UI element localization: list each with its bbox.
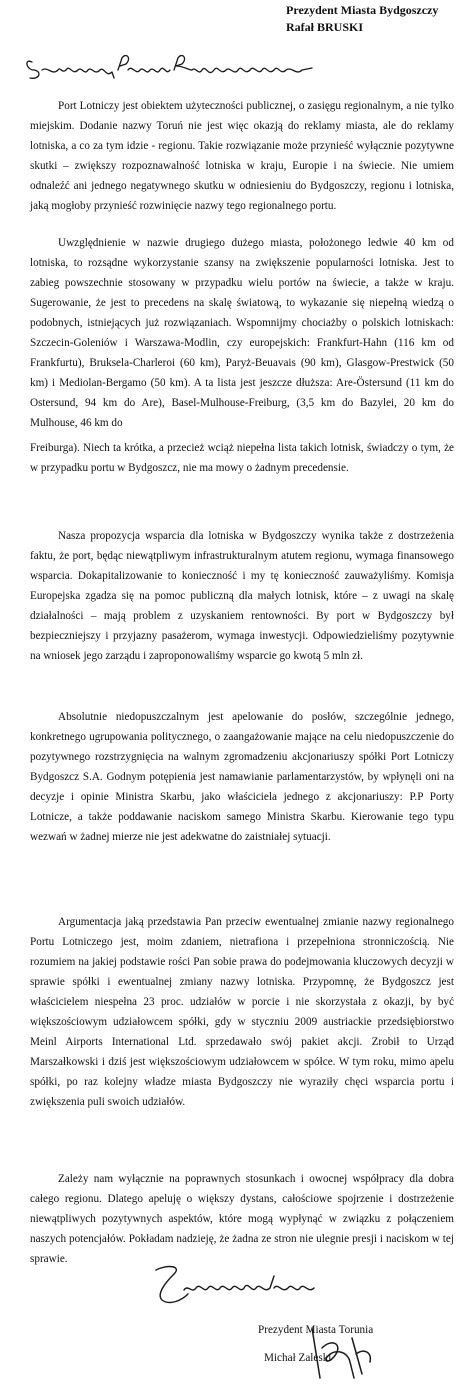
paragraph-2: Uwzględnienie w nazwie drugiego dużego miasta, położonego ledwie 40 km od lotniska, to rozsądne wykorzystanie szansy na zwiększenie popularności lotniska. Jest to zabieg powszechnie stosowany w przypadku wielu portów na świecie, a także w kraju. Sugerowanie, że jest to precedens na skalę światową, to wykazanie się niepełną wiedzą o podobnych, istniejących już rozwiązaniach. Wspomnijmy chociażby o polskich lotniskach: Szczecin-Goleniów i Warszawa-Modlin, czy europejskich: Frankfurt-Hahn (116 km od Frankfurtu), Bruksela-Charleroi (60 km), Paryż-Beuavais (90 km), Glasgow-Prestwick (50 km) i Mediolan-Bergamo (50 km). A ta lista jest jeszcze dłuższa: Are-Östersund (11 km do Ostersund, 94 km do Are), Basel-Mulhouse-Freiburg, (3,5 km do Bazylei, 20 km do Mulhouse, 46 km do [30, 237, 454, 429]
addressee-name: Rafał BRUSKI [286, 20, 364, 34]
paragraph-3: Nasza propozycja wsparcia dla lotniska w Bydgoszczy wynika także z dostrzeżenia faktu, że port, będąc niewątpliwym infrastrukturalnym atutem regionu, wymaga finansowego wsparcia. Dokapitalizowanie to konieczność i my tę konieczność zauważyliśmy. Komisja Europejska zgadza się na pomoc publiczną dla małych lotnisk, które – z uwagi na skalę działalności – mają problem z uzyskaniem rentowności. By port w Bydgoszczy był bezpieczniejszy i przyjazny pasażerom, wymaga inwestycji. Odpowiedzieliśmy pozytywnie na wniosek jego zarządu i zaproponowaliśmy wsparcie go kwotą 5 mln zł. [30, 530, 454, 662]
paragraph-4: Absolutnie niedopuszczalnym jest apelowanie do posłów, szczególnie jednego, konkretnego ugrupowania politycznego, o zaangażowanie mające na celu niedopuszczenie do pozytywnego rozstrzygnięcia na walnym zgromadzeniu akcjonariuszy spółki Port Lotniczy Bydgoszcz S.A. Godnym potępienia jest namawianie parlamentarzystów, by wpłynęli oni na decyzje i opinie Ministra Skarbu, jako właściciela jednego z akcjonariuszy: P.P Porty Lotnicze, a także poddawanie naciskom samego Ministra Skarbu. Kierowanie tego typu wezwań w żadnej mierze nie jest adekwatne do zaistniałej sytuacji. [30, 711, 454, 843]
handwritten-salutation [22, 48, 322, 92]
addressee-block [286, 2, 470, 36]
signer-name: Michał Zaleski [264, 1352, 332, 1364]
paragraph-5: Argumentacja jaką przedstawia Pan przeciw ewentualnej zmianie nazwy regionalnego Portu Lotniczego jest, moim zdaniem, nietrafiona i przepełniona stronniczością. Nie rozumiem na jakiej podstawie rości Pan sobie prawa do podejmowania kluczowych decyzji w sprawie spółki i ewentualnej zmiany nazwy lotniska. Przypomnę, że Bydgoszcz jest właścicielem niespełna 23 proc. udziałów w porcie i nie skorzystała z okazji, by być większościowym udziałowcem spółki, gdy w styczniu 2009 austriackie przedsiębiorstwo Meinl Airports International Ltd. sprzedawało swój pakiet akcji. Zrobił to Urząd Marszałkowski i dziś jest większościowym udziałowcem w spółce. W tym roku, mimo apelu spółki, po raz kolejny władze miasta Bydgoszczy nie wyraziły chęci wsparcia portu i zwiększenia puli swoich udziałów. [30, 916, 454, 1108]
paragraph-1: Port Lotniczy jest obiektem użyteczności publicznej, o zasięgu regionalnym, a nie tylko miejskim. Dodanie nazwy Toruń nie jest więc okazją do reklamy miasta, ale do reklamy lotniska, a co za tym idzie - regionu. Takie rozwiązanie może przynieść wyłącznie pozytywne skutki – zwiększy rozpoznawalność lotniska w kraju, Europie i na świecie. Nie umiem odnaleźć ani jednego negatywnego skutku w odniesieniu do Bydgoszczy, regionu i lotniska, jaką mogłoby przynieść rozwinięcie nazwy tego regionalnego portu. [30, 100, 454, 212]
signer-block [258, 1322, 468, 1366]
salutation-handwriting [22, 48, 322, 92]
handwritten-closing [148, 1260, 328, 1320]
closing-handwriting [148, 1260, 328, 1320]
paragraph-2-continued: Freiburga). Niech ta krótka, a przecież wciąż niepełna lista takich lotnisk, świadczy o tym, że w przypadku portu w Bydgoszcz, nie ma mowy o żadnym precedensie. [30, 442, 454, 474]
signer-title: Prezydent Miasta Torunia [258, 1324, 374, 1336]
addressee-title: Prezydent Miasta Bydgoszczy [286, 3, 439, 17]
paragraph-6: Zależy nam wyłącznie na poprawnych stosunkach i owocnej współpracy dla dobra całego regionu. Dlatego apeluję o większy dystans, całościowe spojrzenie i dostrzeżenie niewątpliwych pozytywnych aspektów, które mogą wypłynąć w związku z połączeniem naszych potencjałów. Pokładam nadzieję, że żadna ze stron nie ulegnie presji i naciskom w tej sprawie. [30, 1173, 454, 1265]
